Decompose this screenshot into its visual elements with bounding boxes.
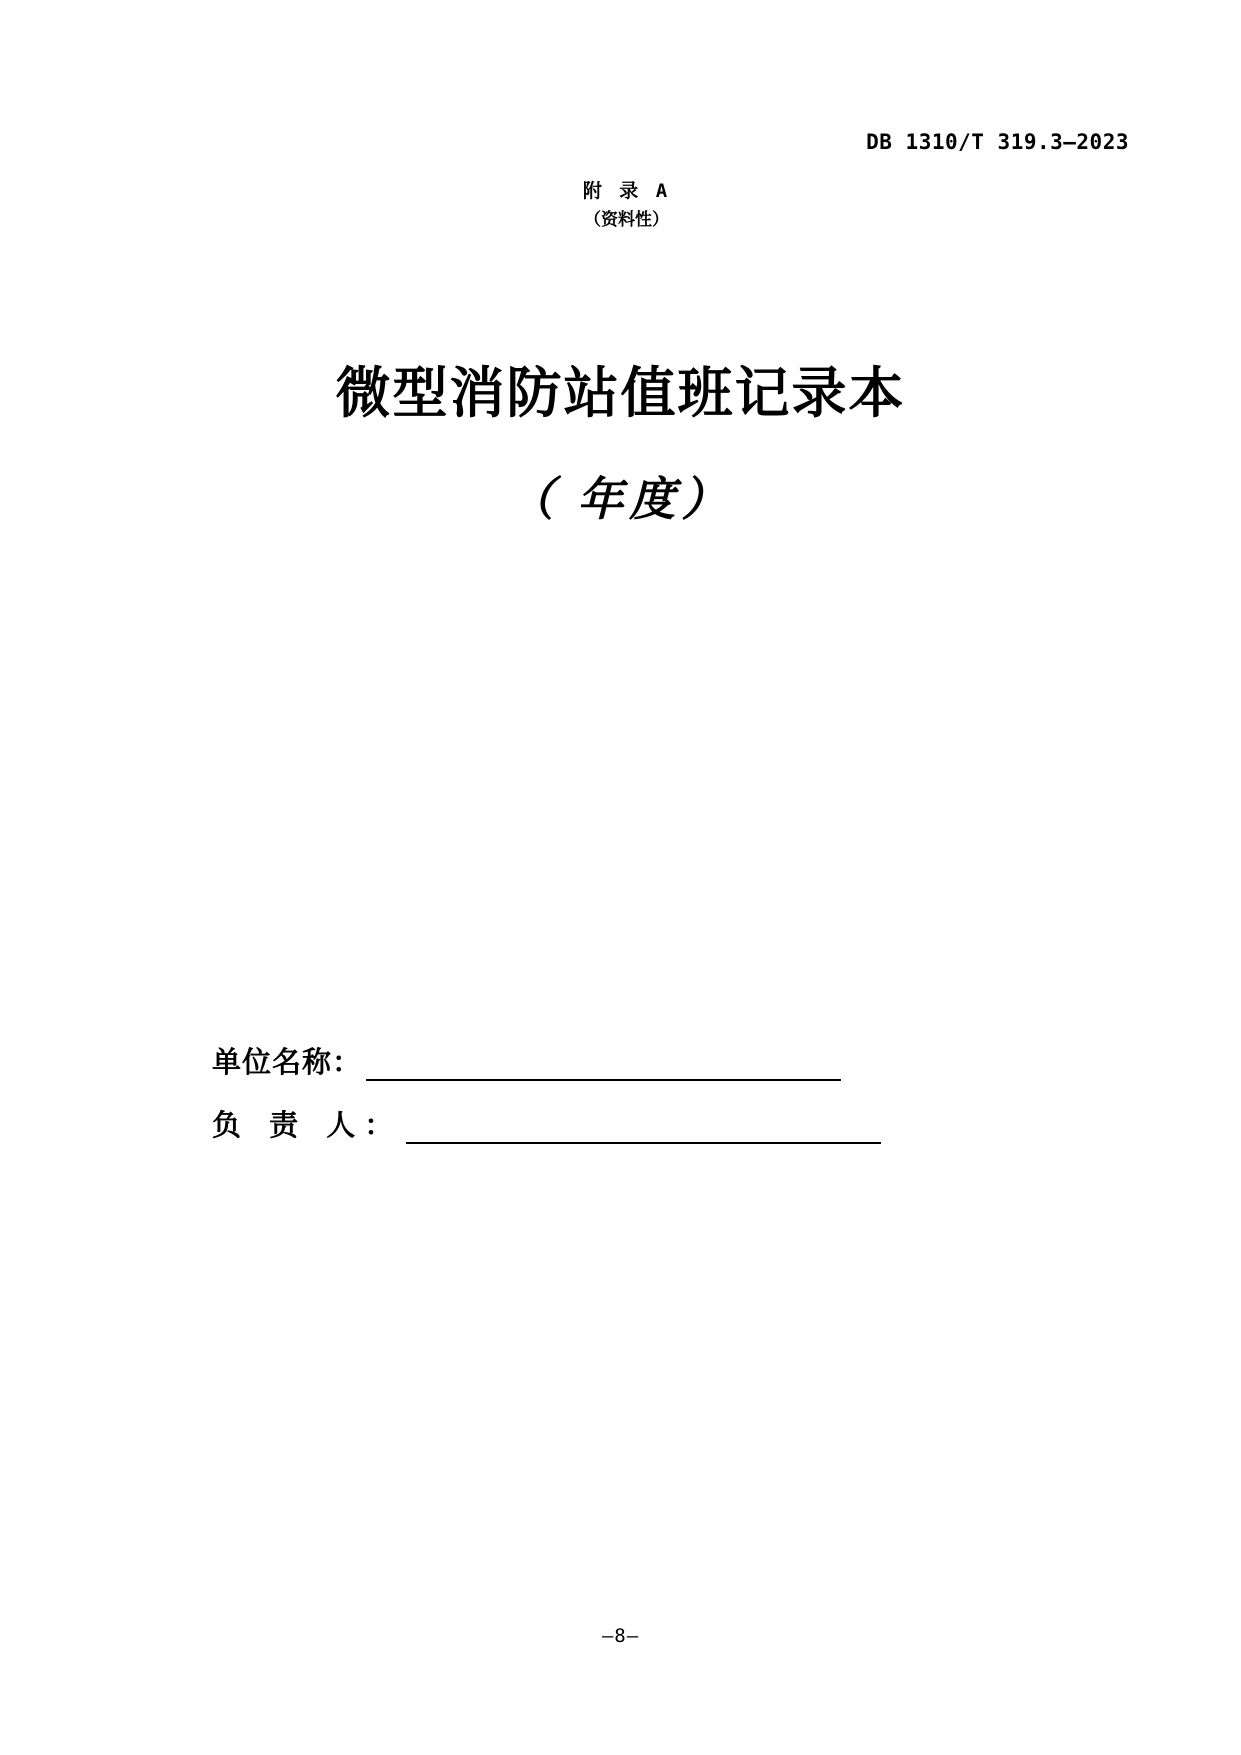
page-subtitle-year: （ 年度） <box>507 474 734 525</box>
footer-page-number: —8— <box>601 1625 640 1647</box>
responsible-person-input-line[interactable] <box>406 1110 881 1144</box>
field-row-responsible-person <box>212 1103 932 1144</box>
annex-label: 附 录 A <box>582 180 671 202</box>
annex-type: （资料性） <box>584 210 669 230</box>
responsible-person-label: 负 责 人： <box>212 1108 403 1142</box>
standard-number: DB 1310/T 319.3—2023 <box>866 130 1129 154</box>
unit-name-input-line[interactable] <box>366 1047 841 1081</box>
page-title: 微型消防站值班记录本 <box>335 361 906 425</box>
fill-in-fields <box>212 1040 932 1166</box>
annex-heading-block <box>0 176 1241 235</box>
field-row-unit-name <box>212 1040 932 1081</box>
unit-name-label: 单位名称： <box>212 1045 363 1079</box>
